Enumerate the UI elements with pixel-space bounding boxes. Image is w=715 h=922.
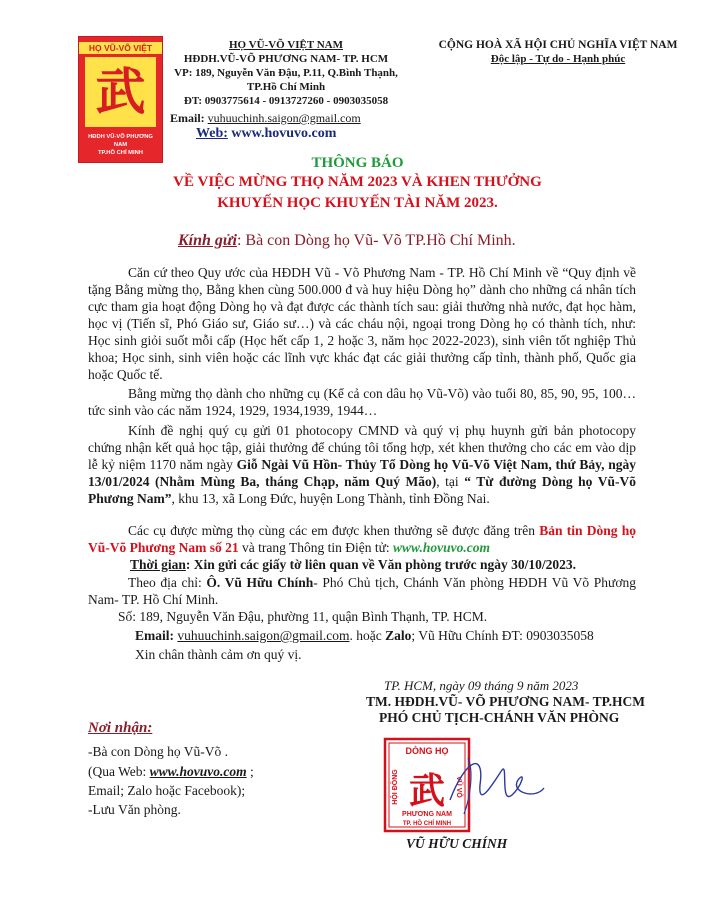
seal-top-text: DÒNG HỌ bbox=[405, 746, 449, 756]
contact-email-link[interactable]: vuhuuchinh.saigon@gmail.com bbox=[177, 628, 350, 643]
greeting bbox=[178, 232, 516, 250]
national-header bbox=[418, 38, 698, 66]
org-email bbox=[170, 111, 361, 126]
recipient-3: Email; Zalo hoặc Facebook); bbox=[88, 783, 246, 798]
publication-bulletin: Bản tin Dòng họ Vũ-Võ Phương Nam số 21 bbox=[88, 523, 636, 555]
logo-bottom-line-1: HĐDH VŨ-VÕ PHƯƠNG NAM bbox=[88, 134, 153, 148]
seal-bottom-text-2: TP. HỒ CHÍ MINH bbox=[402, 821, 452, 827]
greeting-label: Kính gửi bbox=[178, 232, 237, 249]
notice-subtitle-1: VỀ VIỆC MỪNG THỌ NĂM 2023 VÀ KHEN THƯỞNG bbox=[173, 174, 542, 190]
deadline-line bbox=[130, 556, 576, 573]
seal-right-text: VŨ VÕ bbox=[455, 776, 462, 798]
recipients-title: Nơi nhận: bbox=[88, 720, 153, 736]
deadline-text: : Xin gửi các giấy tờ liên quan về Văn phòng trước ngày 30/10/2023. bbox=[185, 557, 577, 572]
signature-organization: TM. HĐDH.VŨ- VÕ PHƯƠNG NAM- TP.HCM bbox=[366, 694, 645, 709]
org-branch: HĐDH.VŨ-VÕ PHƯƠNG NAM- TP. HCM bbox=[183, 53, 389, 65]
recipient-2-end: ; bbox=[246, 764, 254, 779]
notice-title: THÔNG BÁO bbox=[311, 155, 404, 171]
recipient-web-link[interactable]: www.hovuvo.com bbox=[149, 764, 247, 779]
org-web-link[interactable]: www.hovuvo.com bbox=[231, 126, 337, 141]
logo-emblem bbox=[85, 57, 156, 127]
paragraph-publication bbox=[88, 522, 636, 556]
paragraph-request bbox=[88, 422, 636, 507]
logo-bottom-text bbox=[81, 133, 160, 157]
contact-line bbox=[135, 627, 594, 644]
contact-zalo-label: Zalo bbox=[385, 628, 412, 643]
request-address: , khu 13, xã Long Đức, huyện Long Thành, tỉnh Đồng Nai. bbox=[171, 491, 490, 506]
seal-left-text: HỘI ĐỒNG bbox=[392, 769, 399, 805]
logo-bottom-line-2: TP.HỒ CHÍ MINH bbox=[98, 150, 143, 156]
recipient-1: -Bà con Dòng họ Vũ-Võ . bbox=[88, 744, 228, 759]
handwritten-signature bbox=[440, 740, 550, 830]
org-email-link[interactable]: vuhuuchinh.saigon@gmail.com bbox=[207, 111, 361, 125]
contact-email-label: Email: bbox=[135, 628, 174, 643]
request-text-1: Kính đề nghị quý cụ gửi 01 photocopy CMND và quý vị phụ huynh gửi bản photocopy chứng nhận kết quả học tập, giải thưởng để chúng tôi tổng hợp, xét khen thưởng cho các em vào dịp lễ kỷ niệm 1170 năm ngày bbox=[88, 423, 636, 472]
address-text-1: Theo địa chỉ: bbox=[128, 575, 207, 590]
org-email-label: Email: bbox=[170, 111, 205, 125]
request-event: Giỗ Ngài Vũ Hồn- Thủy Tổ Dòng họ Vũ-Võ Việt Nam, thứ Bảy, ngày 13/01/2024 (Nhằm Mùng Ba, tháng Chạp, năm Quý Mão) bbox=[88, 457, 636, 489]
deadline-label: Thời gian bbox=[130, 557, 186, 572]
greeting-text: : Bà con Dòng họ Vũ- Võ TP.Hồ Chí Minh. bbox=[236, 232, 516, 249]
street-address: Số: 189, Nguyễn Văn Đậu, phường 11, quận Bình Thạnh, TP. HCM. bbox=[118, 609, 488, 624]
national-motto: Độc lập - Tự do - Hạnh phúc bbox=[490, 53, 626, 65]
logo-top-text: HỌ VŨ-VÕ VIỆT bbox=[79, 42, 162, 54]
seal-bottom-text-1: PHƯƠNG NAM bbox=[402, 811, 452, 818]
organization-header bbox=[166, 38, 406, 108]
org-web-label: Web: bbox=[196, 126, 228, 141]
paragraph-address bbox=[88, 574, 636, 608]
signature-date: TP. HCM, ngày 09 tháng 9 năm 2023 bbox=[384, 678, 579, 693]
notice-subtitle-2: KHUYẾN HỌC KHUYẾN TÀI NĂM 2023. bbox=[217, 195, 498, 211]
publication-text-2: và trang Thông tin Điện tử: bbox=[238, 540, 394, 555]
paragraph-basis: Căn cứ theo Quy ước của HĐDH Vũ - Võ Phương Nam - TP. Hồ Chí Minh về “Quy định về tặng Bằng mừng thọ, Bằng khen cùng 500.000 đ và huy hiệu Dòng họ” dành cho những cá nhân tích cực tham gia hoạt động Dòng họ và đạt được các thành tích sau: giải thưởng nhà nước, đạt học hàm, học vị (Tiến sĩ, Phó Giáo sư, Giáo sư…) và các cháu nội, ngoại trong Dòng họ có thành tích, như: Học sinh giỏi suốt mỗi cấp (Học hết cấp 1, 2 hoặc 3, năm học 2022-2023), sinh viên tốt nghiệp Thủ khoa; Học sinh, sinh viên hoặc các lĩnh vực khác đạt các giải thưởng cấp tỉnh, thành phố, Quốc gia hoặc Quốc tế. bbox=[88, 265, 636, 382]
request-text-2: , tại bbox=[436, 474, 465, 489]
seal-glyph: 武 bbox=[408, 771, 446, 812]
org-address-2: TP.Hồ Chí Minh bbox=[246, 81, 326, 93]
recipient-2 bbox=[88, 763, 254, 780]
contact-zalo-text: ; Vũ Hữu Chính ĐT: 0903035058 bbox=[411, 628, 594, 643]
publication-text-1: Các cụ được mừng thọ cùng các em được khen thưởng sẽ được đăng trên bbox=[128, 523, 540, 538]
publication-website[interactable]: www.hovuvo.com bbox=[393, 540, 491, 555]
org-address-1: VP: 189, Nguyễn Văn Đậu, P.11, Q.Bình Thạnh, bbox=[174, 67, 398, 79]
clan-logo bbox=[78, 36, 163, 163]
contact-or: . hoặc bbox=[349, 628, 386, 643]
org-phones: ĐT: 0903775614 - 0913727260 - 0903035058 bbox=[183, 95, 389, 107]
recipient-4: -Lưu Văn phòng. bbox=[88, 802, 181, 817]
address-contact-person: Ô. Vũ Hữu Chính bbox=[206, 575, 314, 590]
signer-name: VŨ HỮU CHÍNH bbox=[406, 836, 508, 851]
address-text-2: - Phó Chủ tịch, Chánh Văn phòng HĐDH Vũ Võ Phương Nam- TP. Hồ Chí Minh. bbox=[88, 575, 637, 607]
logo-glyph: 武 bbox=[95, 63, 146, 121]
national-motto-title: CỘNG HOÀ XÃ HỘI CHỦ NGHĨA VIỆT NAM bbox=[438, 39, 678, 51]
recipient-2-text: (Qua Web: bbox=[88, 764, 150, 779]
request-venue: “ Từ đường Dòng họ Vũ-Võ Phương Nam” bbox=[88, 474, 636, 506]
org-name: HỌ VŨ-VÕ VIỆT NAM bbox=[229, 39, 343, 51]
thanks-line: Xin chân thành cảm ơn quý vị. bbox=[135, 647, 302, 662]
paragraph-longevity: Bằng mừng thọ dành cho những cụ (Kể cả con dâu họ Vũ-Võ) vào tuổi 80, 85, 90, 95, 100… tức sinh vào các năm 1924, 1929, 1934,1939, 1944… bbox=[88, 386, 636, 418]
signature-position: PHÓ CHỦ TỊCH-CHÁNH VĂN PHÒNG bbox=[379, 710, 620, 725]
org-website bbox=[196, 126, 336, 142]
